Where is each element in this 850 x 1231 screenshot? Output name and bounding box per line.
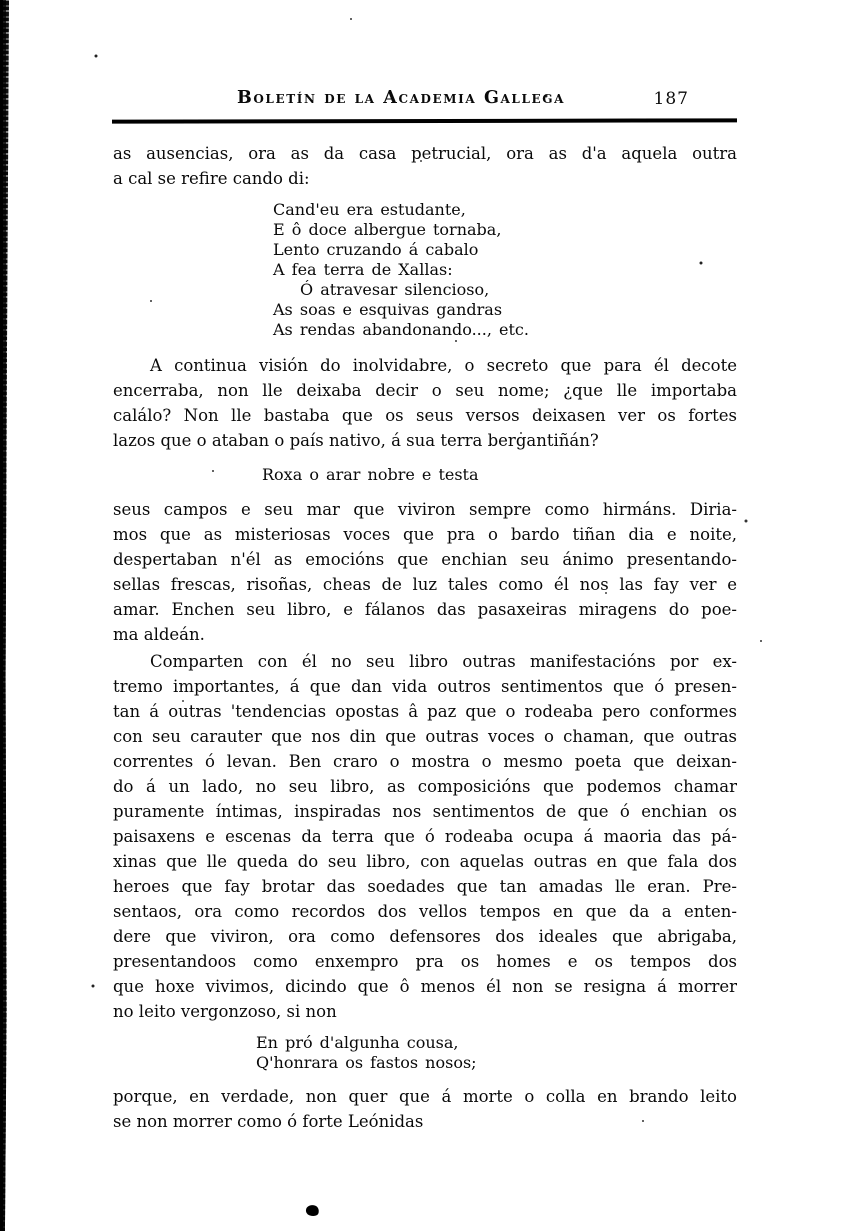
paragraph-block [113,353,737,453]
text-line: tremo importantes, á que dan vida outros sentimentos que ó presen- [113,677,737,696]
page-body [113,141,737,1134]
scan-noise-specks [0,0,2,2]
paragraph-block [113,1084,737,1134]
text-line: as ausencias, ora as da casa petrucial, ora as d'a aquela outra [113,144,737,163]
journal-title: Boletín de la Academia Gallega [236,88,566,108]
text-line: despertaban n'él as emocións que enchian seu ánimo presentando- [113,550,737,569]
text-line: dere que viviron, ora como defensores dos ideales que abrigaba, [113,927,737,946]
text-line: heroes que fay brotar das soedades que tan amadas lle eran. Pre- [113,877,737,896]
text-line: amar. Enchen seu libro, e fálanos das pasaxeiras miragens do poe- [113,600,737,619]
verse-line: As soas e esquivas gandras [273,300,503,319]
verse-line: Roxa o arar nobre e testa [262,465,479,484]
text-line: encerraba, non lle deixaba decir o seu nome; ¿que lle importaba [113,381,737,400]
verse-line: En pró d'algunha cousa, [256,1033,459,1052]
text-line: Comparten con él no seu libro outras manifestacións por ex- [150,652,737,671]
paragraph-block [113,649,737,1024]
paragraph-block [113,141,737,191]
text-line: a cal se refire cando di: [113,169,310,188]
header-rule [112,118,737,123]
text-line: correntes ó levan. Ben craro o mostra o mesmo poeta que deixan- [113,752,737,771]
text-line: puramente íntimas, inspiradas nos sentimentos de que ó enchian os [113,802,737,821]
text-line: porque, en verdade, non quer que á morte o colla en brando leito [113,1087,737,1106]
text-line: lazos que o ataban o país nativo, á sua terra bergantiñán? [113,431,599,450]
verse-line: As rendas abandonando..., etc. [273,320,529,339]
text-line: xinas que lle queda do seu libro, con aquelas outras en que fala dos [113,852,737,871]
verse-block [113,465,737,485]
verse-line: E ô doce albergue tornaba, [273,220,502,239]
text-line: con seu carauter que nos din que outras voces o chaman, que outras [113,727,737,746]
text-line: ma aldeán. [113,625,205,644]
text-line: presentandoos como enxempro pra os homes e os tempos dos [113,952,737,971]
text-line: paisaxens e escenas da terra que ó rodeaba ocupa á maoria das pá- [113,827,737,846]
text-line: no leito vergonzoso, si non [113,1002,337,1021]
page-number: 187 [653,89,689,109]
text-line: mos que as misteriosas voces que pra o bardo tiñan dia e noite, [113,525,737,544]
text-line: tan á outras 'tendencias opostas â paz que o rodeaba pero conformes [113,702,737,721]
text-line: do á un lado, no seu libro, as composicións que podemos chamar [113,777,737,796]
text-line: se non morrer como ó forte Leónidas [113,1112,424,1131]
text-line: sellas frescas, risoñas, cheas de luz tales como él nos las fay ver e [113,575,737,594]
page-header [113,88,737,112]
verse-block [113,200,737,340]
text-line: A continua visión do inolvidabre, o secreto que para él decote [150,356,737,375]
verse-line: A fea terra de Xallas: [273,260,453,279]
verse-line: Ó atravesar silencioso, [300,280,490,299]
paragraph-block [113,497,737,647]
verse-line: Cand'eu era estudante, [273,200,466,219]
text-line: seus campos e seu mar que viviron sempre como hirmáns. Diria- [113,500,737,519]
scan-binding-edge-artifact [0,0,9,1231]
ink-blot-artifact [305,1203,321,1217]
text-line: sentaos, ora como recordos dos vellos tempos en que da a enten- [113,902,737,921]
text-line: calálo? Non lle bastaba que os seus versos deixasen ver os fortes [113,406,737,425]
text-line: que hoxe vivimos, dicindo que ô menos él non se resigna á morrer [113,977,737,996]
verse-line: Q'honrara os fastos nosos; [256,1053,477,1072]
verse-block [113,1033,737,1073]
verse-line: Lento cruzando á cabalo [273,240,479,259]
